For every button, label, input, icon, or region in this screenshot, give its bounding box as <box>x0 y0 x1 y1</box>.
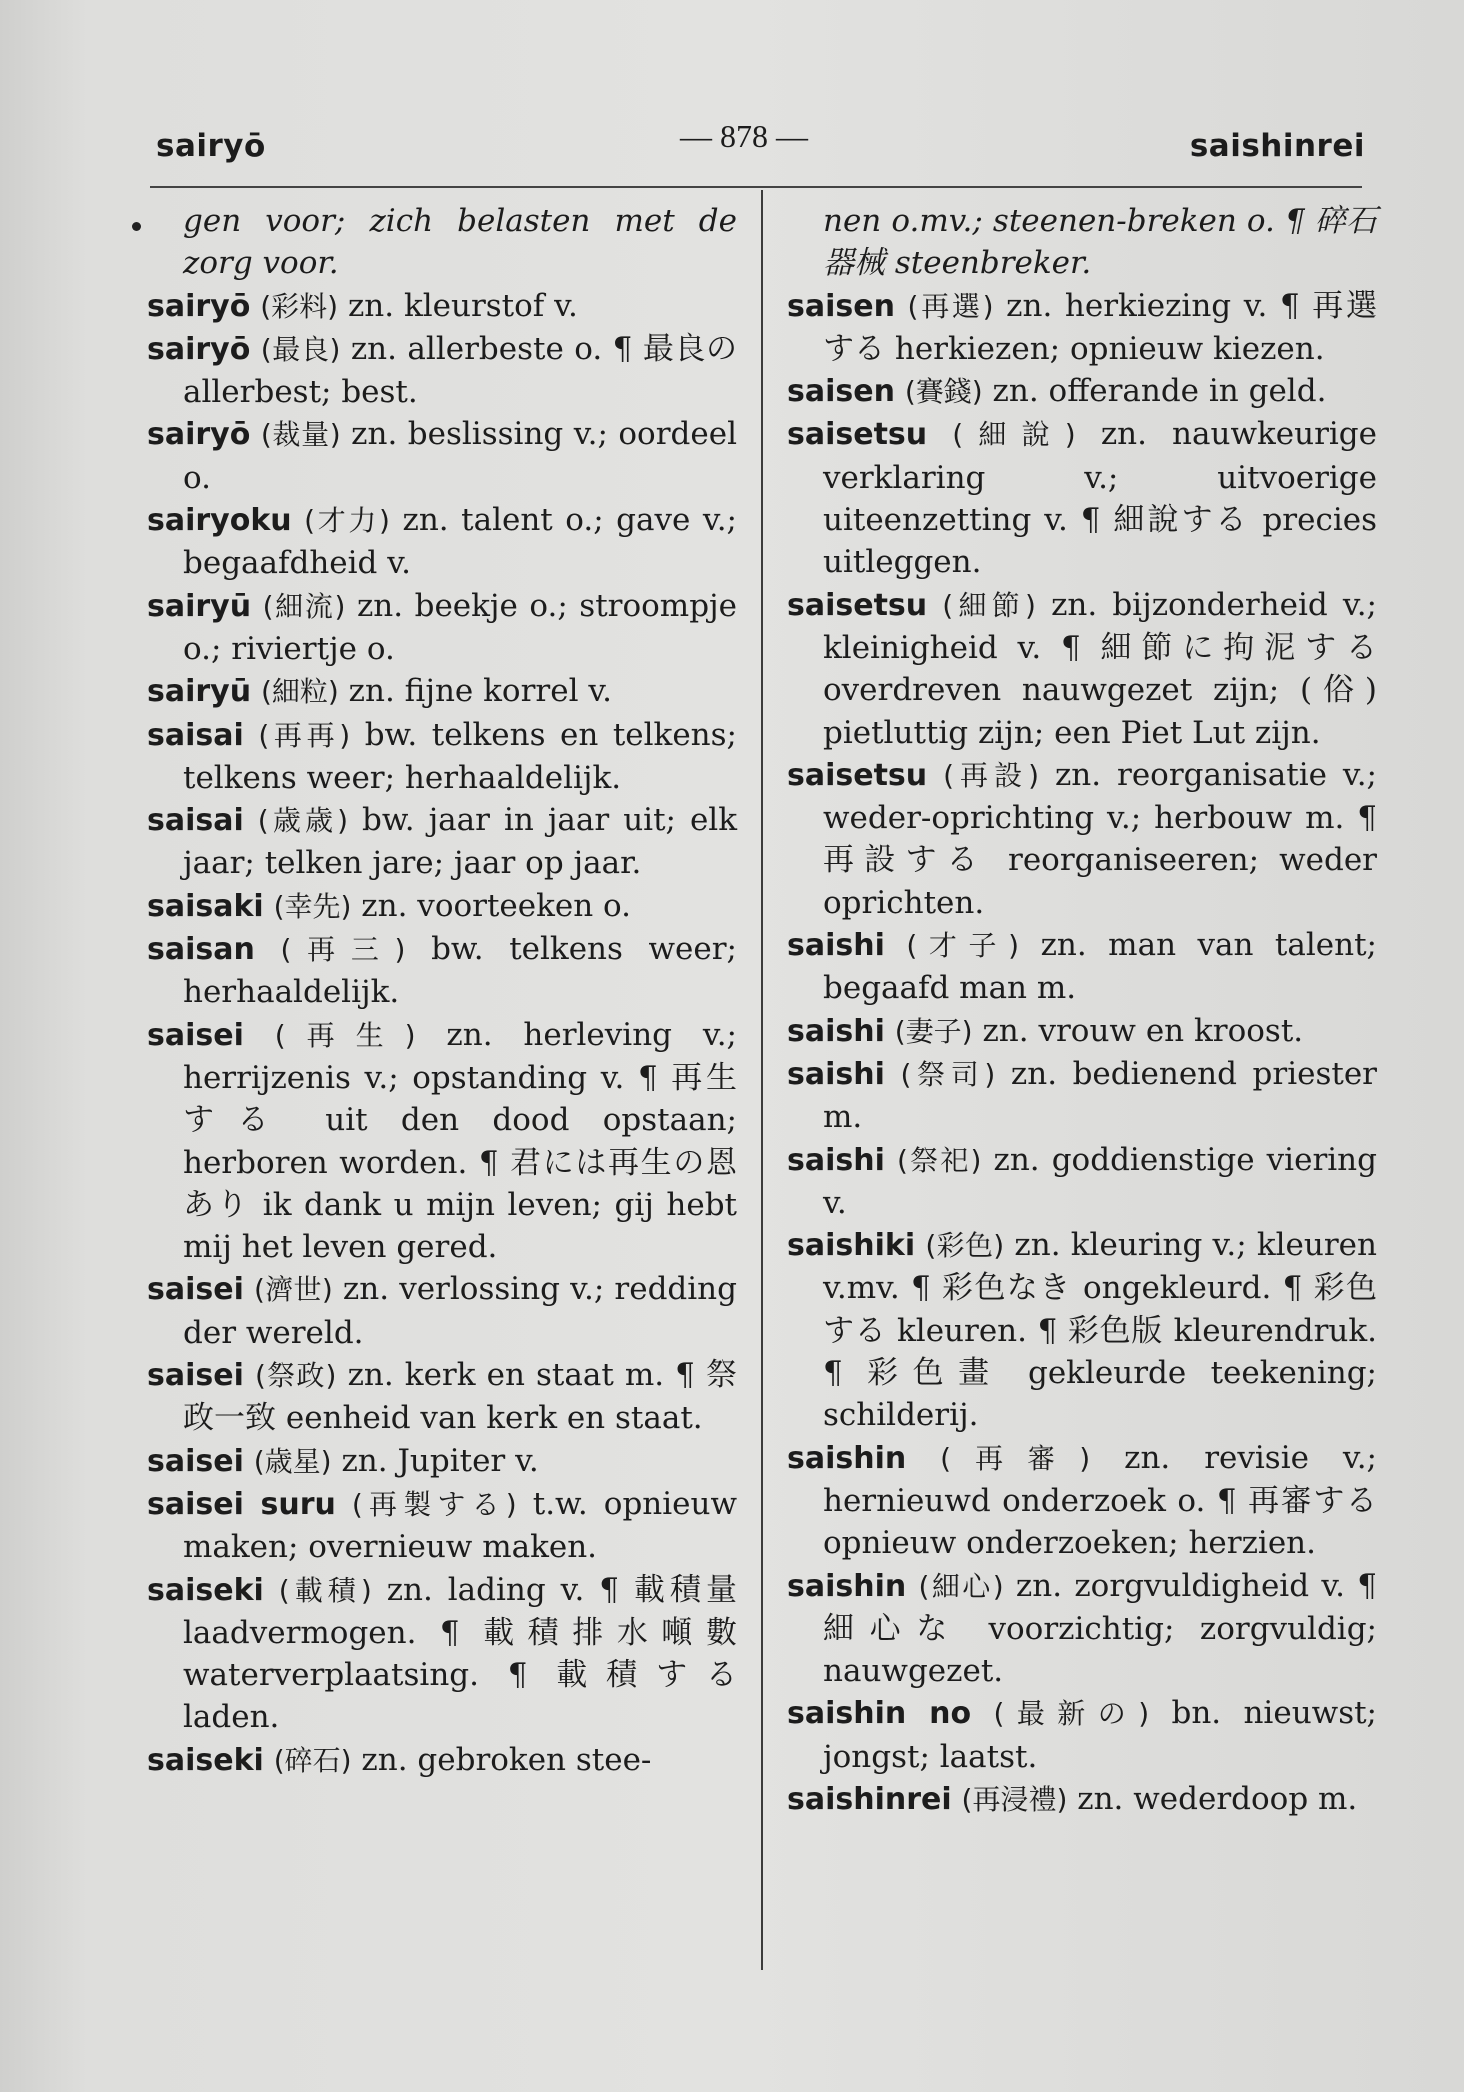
dictionary-entry <box>787 1010 1377 1053</box>
dictionary-entry <box>147 1268 737 1354</box>
kanji-form: (濟世) <box>254 1273 333 1307</box>
kanji-form: (賽錢) <box>904 375 983 409</box>
kanji-form: (再再) <box>258 718 351 752</box>
dictionary-entry <box>147 328 737 414</box>
headword: saishinrei <box>787 1781 952 1817</box>
definition: bw. telkens weer; herhaaldelijk. <box>183 931 737 1011</box>
headword: saisen <box>787 288 895 324</box>
kanji-form: (祭祀) <box>896 1143 982 1177</box>
dictionary-entry <box>787 1565 1377 1693</box>
header-rule <box>150 186 1362 188</box>
headword: saisetsu <box>787 417 928 453</box>
entry-continuation <box>147 200 737 285</box>
definition: zn. wederdoop m. <box>1077 1780 1358 1817</box>
definition: zn. talent o.; gave v.; begaafdheid v. <box>183 502 738 582</box>
dictionary-entry <box>147 585 737 671</box>
margin-mark <box>132 222 141 231</box>
headword: saishi <box>787 1056 885 1092</box>
kanji-form: (細節) <box>942 588 1036 622</box>
definition: zn. Jupiter v. <box>341 1442 539 1479</box>
headword: saishi <box>787 928 885 964</box>
definition: zn. kerk en staat m. ¶ 祭政一致 eenheid van kerk en staat. <box>183 1357 737 1437</box>
dictionary-entry <box>787 413 1377 583</box>
kanji-form: (才力) <box>304 504 390 538</box>
headword: sairyō <box>147 331 251 367</box>
kanji-form: (彩色) <box>925 1229 1005 1263</box>
dictionary-entry <box>787 1437 1377 1565</box>
dictionary-entry <box>147 499 737 585</box>
definition: zn. man van talent; begaafd man m. <box>823 927 1377 1007</box>
definition: zn. herleving v.; herrijzenis v.; opstanding v. ¶ 再生する uit den dood opstaan; herboren worden. ¶ 君には再生の恩あり ik dank u mijn leven; gij hebt mij het leven gered. <box>183 1016 737 1266</box>
definition: zn. revisie v.; hernieuwd onderzoek o. ¶ 再審する opnieuw onderzoeken; herzien. <box>823 1439 1377 1562</box>
definition: zn. gebroken stee- <box>361 1741 652 1778</box>
dictionary-entry <box>147 670 737 713</box>
headword: saishiki <box>787 1228 916 1264</box>
definition: zn. herkiezing v. ¶ 再選する herkiezen; opnieuw kiezen. <box>823 287 1378 367</box>
dictionary-entry <box>787 370 1377 413</box>
definition: zn. nauwkeurige verklaring v.; uitvoerige uiteenzetting v. ¶ 細說する precies uitleggen. <box>823 416 1377 581</box>
definition: bw. jaar in jaar uit; elk jaar; telken jare; jaar op jaar. <box>183 802 738 882</box>
kanji-form: (幸先) <box>273 889 352 923</box>
dictionary-entry <box>787 1778 1377 1821</box>
kanji-form: (歳星) <box>253 1444 332 1478</box>
kanji-form: (再選) <box>907 289 994 323</box>
headword: saisaki <box>147 888 264 924</box>
definition: zn. offerande in geld. <box>992 373 1327 410</box>
dictionary-entry <box>147 1354 737 1440</box>
definition: zn. bedienend priester m. <box>823 1055 1377 1136</box>
kanji-form: (細心) <box>918 1569 1004 1603</box>
headword: saiseki <box>147 1742 264 1778</box>
definition: zn. reorganisatie v.; weder-oprichting v.; herbouw m. ¶ 再設する reorganiseeren; weder oprichten. <box>823 756 1377 921</box>
kanji-form: (彩料) <box>260 289 339 323</box>
definition: zn. voorteeken o. <box>361 887 632 924</box>
headword: saiseki <box>147 1572 264 1608</box>
definition: zn. allerbeste o. ¶ 最良の allerbest; best. <box>183 330 737 411</box>
kanji-form: (再設) <box>943 758 1040 792</box>
definition: zn. beekje o.; stroompje o.; riviertje o. <box>183 587 738 667</box>
headword: sairyū <box>147 588 252 624</box>
definition: zn. kleurstof v. <box>347 287 578 324</box>
definition: zn. verlossing v.; redding der wereld. <box>183 1271 737 1351</box>
dictionary-entry <box>147 1569 737 1739</box>
dictionary-entry <box>147 1739 737 1782</box>
definition: zn. zorgvuldigheid v. ¶ 細心な voorzichtig; zorgvuldig; nauwgezet. <box>823 1567 1377 1690</box>
headword: saisei <box>147 1272 244 1308</box>
definition: zn. beslissing v.; oordeel o. <box>183 416 737 496</box>
definition: zn. lading v. ¶ 載積量 laadvermogen. ¶ 載積排水噸數 waterverplaatsing. ¶ 載積する laden. <box>183 1571 737 1736</box>
dictionary-entry <box>147 714 737 800</box>
kanji-form: (歳歳) <box>257 804 349 838</box>
guide-word-right: saishinrei <box>1189 128 1365 164</box>
kanji-form: (才子) <box>906 929 1020 963</box>
guide-word-left: sairyō <box>156 128 266 164</box>
definition: zn. kleuring v.; kleuren v.mv. ¶ 彩色なき ongekleurd. ¶ 彩色する kleuren. ¶ 彩色版 kleurendruk. ¶ 彩色畫 gekleurde teekening; schilderij. <box>823 1227 1377 1434</box>
headword: saisei <box>147 1443 244 1479</box>
headword: saisei <box>147 1358 244 1394</box>
definition: zn. fijne korrel v. <box>348 673 613 710</box>
headword: saisan <box>147 932 255 968</box>
definition: bn. nieuwst; jongst; laatst. <box>823 1695 1378 1775</box>
kanji-form: (再製する) <box>351 1487 517 1521</box>
kanji-form: (妻子) <box>894 1014 973 1048</box>
definition: t.w. opnieuw maken; overnieuw maken. <box>183 1485 738 1566</box>
running-head <box>150 118 1365 168</box>
dictionary-entry <box>787 1692 1377 1778</box>
headword: saisei <box>147 1017 244 1053</box>
headword: saisetsu <box>787 587 928 623</box>
dictionary-entry <box>787 285 1377 371</box>
dictionary-entry <box>147 928 737 1014</box>
kanji-form: (最良) <box>260 332 341 366</box>
dictionary-entry <box>147 1440 737 1483</box>
kanji-form: (細粒) <box>260 675 339 709</box>
headword: saisei suru <box>147 1486 336 1522</box>
dictionary-entry <box>787 1139 1377 1225</box>
right-column <box>787 200 1377 1821</box>
kanji-form: (再生) <box>274 1018 416 1052</box>
headword: sairyō <box>147 288 251 324</box>
dictionary-entry <box>147 799 737 885</box>
dictionary-entry <box>147 285 737 328</box>
kanji-form: (最新の) <box>993 1697 1150 1731</box>
kanji-form: (裁量) <box>260 418 341 452</box>
kanji-form: (祭政) <box>254 1359 337 1393</box>
column-divider <box>761 190 763 1970</box>
headword: sairyoku <box>147 503 292 539</box>
dictionary-entry <box>787 584 1377 754</box>
kanji-form: (再審) <box>940 1441 1091 1475</box>
dictionary-entry <box>787 924 1377 1010</box>
headword: saishin <box>787 1568 907 1604</box>
entry-continuation <box>787 200 1377 285</box>
definition: zn. bijzonderheid v.; kleinigheid v. ¶ 細節に拘泥する overdreven nauwgezet zijn; (俗) pietluttig zijn; een Piet Lut zijn. <box>823 586 1377 751</box>
kanji-form: (細流) <box>262 589 346 623</box>
dictionary-entry <box>787 1224 1377 1436</box>
headword: saisai <box>147 717 244 753</box>
definition: zn. goddienstige viering v. <box>823 1141 1377 1221</box>
headword: sairyō <box>147 417 251 453</box>
dictionary-entry <box>147 885 737 928</box>
dictionary-entry <box>147 413 737 499</box>
headword: saishin <box>787 1440 907 1476</box>
dictionary-entry <box>787 1053 1377 1139</box>
kanji-form: (碎石) <box>273 1743 352 1777</box>
definition: zn. vrouw en kroost. <box>982 1012 1304 1049</box>
dictionary-entry <box>147 1483 737 1569</box>
left-column <box>147 200 737 1782</box>
kanji-form: (祭司) <box>900 1057 996 1091</box>
headword: sairyū <box>147 674 252 710</box>
headword: saisen <box>787 374 895 410</box>
headword: saishi <box>787 1142 885 1178</box>
entry-text: nen o.mv.; steenen-breken o. ¶ 碎石器械 steenbreker. <box>823 203 1377 282</box>
headword: saisetsu <box>787 757 928 793</box>
kanji-form: (細說) <box>952 418 1076 452</box>
kanji-form: (再三) <box>280 933 406 967</box>
definition: bw. telkens en telkens; telkens weer; herhaaldelijk. <box>183 716 737 796</box>
headword: saisai <box>147 803 244 839</box>
headword: saishi <box>787 1013 885 1049</box>
entry-text: gen voor; zich belasten met de zorg voor. <box>183 203 737 282</box>
headword: saishin no <box>787 1696 972 1732</box>
dictionary-entry <box>147 1014 737 1269</box>
page-number: — 878 — <box>680 118 808 154</box>
kanji-form: (再浸禮) <box>961 1782 1068 1816</box>
dictionary-entry <box>787 754 1377 924</box>
kanji-form: (載積) <box>278 1573 372 1607</box>
